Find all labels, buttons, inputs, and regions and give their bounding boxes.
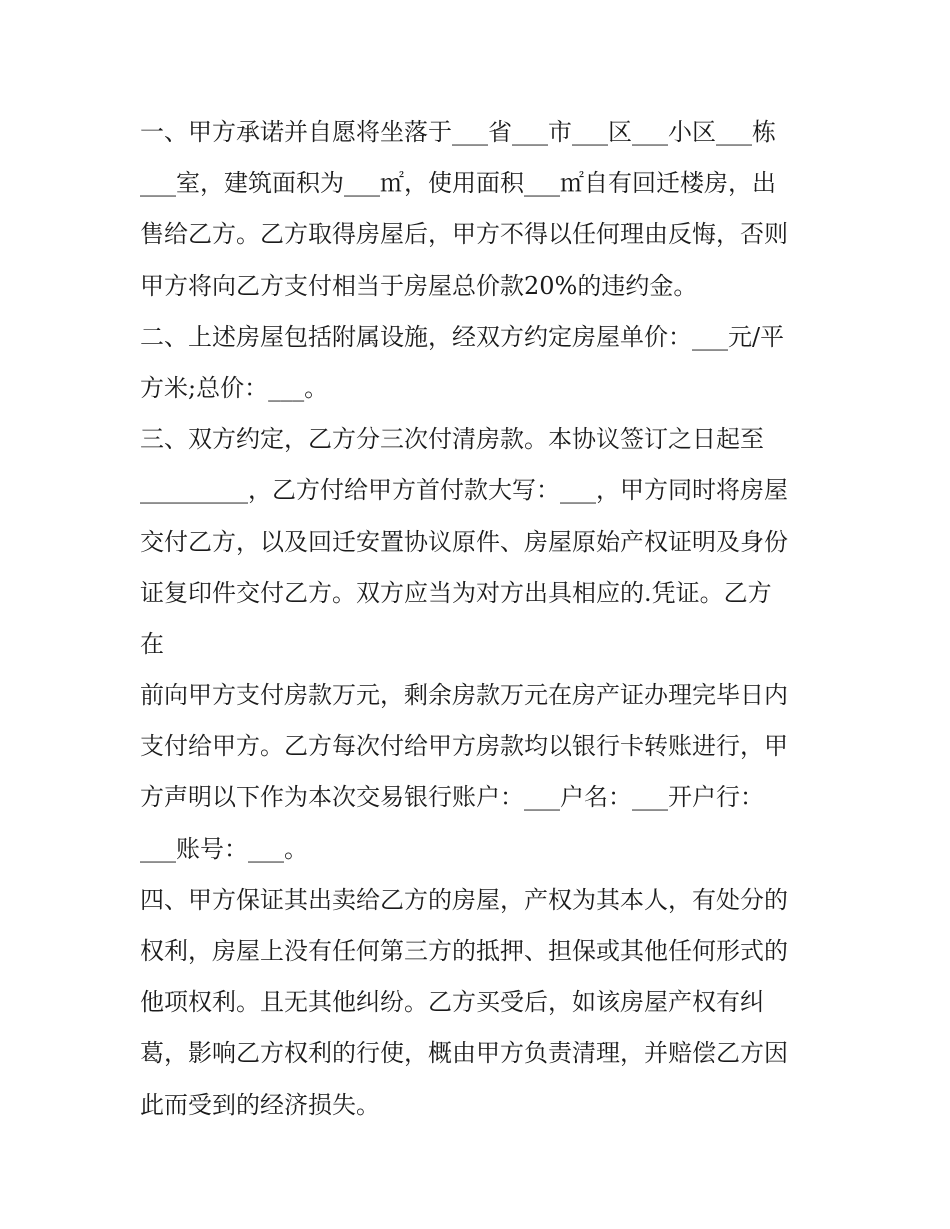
clause-3-line-9: ___账号：___。 [140,834,308,863]
clause-2-line-2: 方米;总价：___。 [140,373,329,402]
clause-4-line-5: 此而受到的经济损失。 [140,1090,380,1119]
clause-4-line-3: 他项权利。且无其他纠纷。乙方买受后，如该房屋产权有纠 [140,988,764,1017]
clause-3-line-6: 前向甲方支付房款万元，剩余房款万元在房产证办理完毕日内 [140,681,788,710]
clause-3-line-5: 在 [140,629,164,658]
clause-4-line-2: 权利，房屋上没有任何第三方的抵押、担保或其他任何形式的 [140,937,788,965]
clause-2-line-1: 二、上述房屋包括附属设施，经双方约定房屋单价：___元/平 [140,322,785,351]
clause-4-line-4: 葛，影响乙方权利的行使，概由甲方负责清理，并赔偿乙方因 [140,1039,788,1068]
clause-1-line-2: ___室，建筑面积为___㎡，使用面积___㎡自有回迁楼房，出 [140,169,776,198]
clause-3-line-3: 交付乙方，以及回迁安置协议原件、房屋原始产权证明及身份 [140,527,788,556]
clause-3-line-4: 证复印件交付乙方。双方应当为对方出具相应的.凭证。乙方 [140,578,772,607]
clause-1-line-3: 售给乙方。乙方取得房屋后，甲方不得以任何理由反悔，否则 [140,220,788,249]
contract-body [140,107,830,1131]
clause-1-line-1: 一、甲方承诺并自愿将坐落于___省___市___区___小区___栋 [140,118,776,146]
clause-1-line-4: 甲方将向乙方支付相当于房屋总价款20%的违约金。 [140,271,698,300]
clause-3-line-2: _________，乙方付给甲方首付款大写：___，甲方同时将房屋 [140,476,788,505]
clause-4-line-1: 四、甲方保证其出卖给乙方的房屋，产权为其本人，有处分的 [140,885,788,914]
clause-3-line-8: 方声明以下作为本次交易银行账户：___户名：___开户行： [140,783,764,812]
clause-3-line-7: 支付给甲方。乙方每次付给甲方房款均以银行卡转账进行，甲 [140,732,788,761]
clause-3-line-1: 三、双方约定，乙方分三次付清房款。本协议签订之日起至 [140,425,764,454]
